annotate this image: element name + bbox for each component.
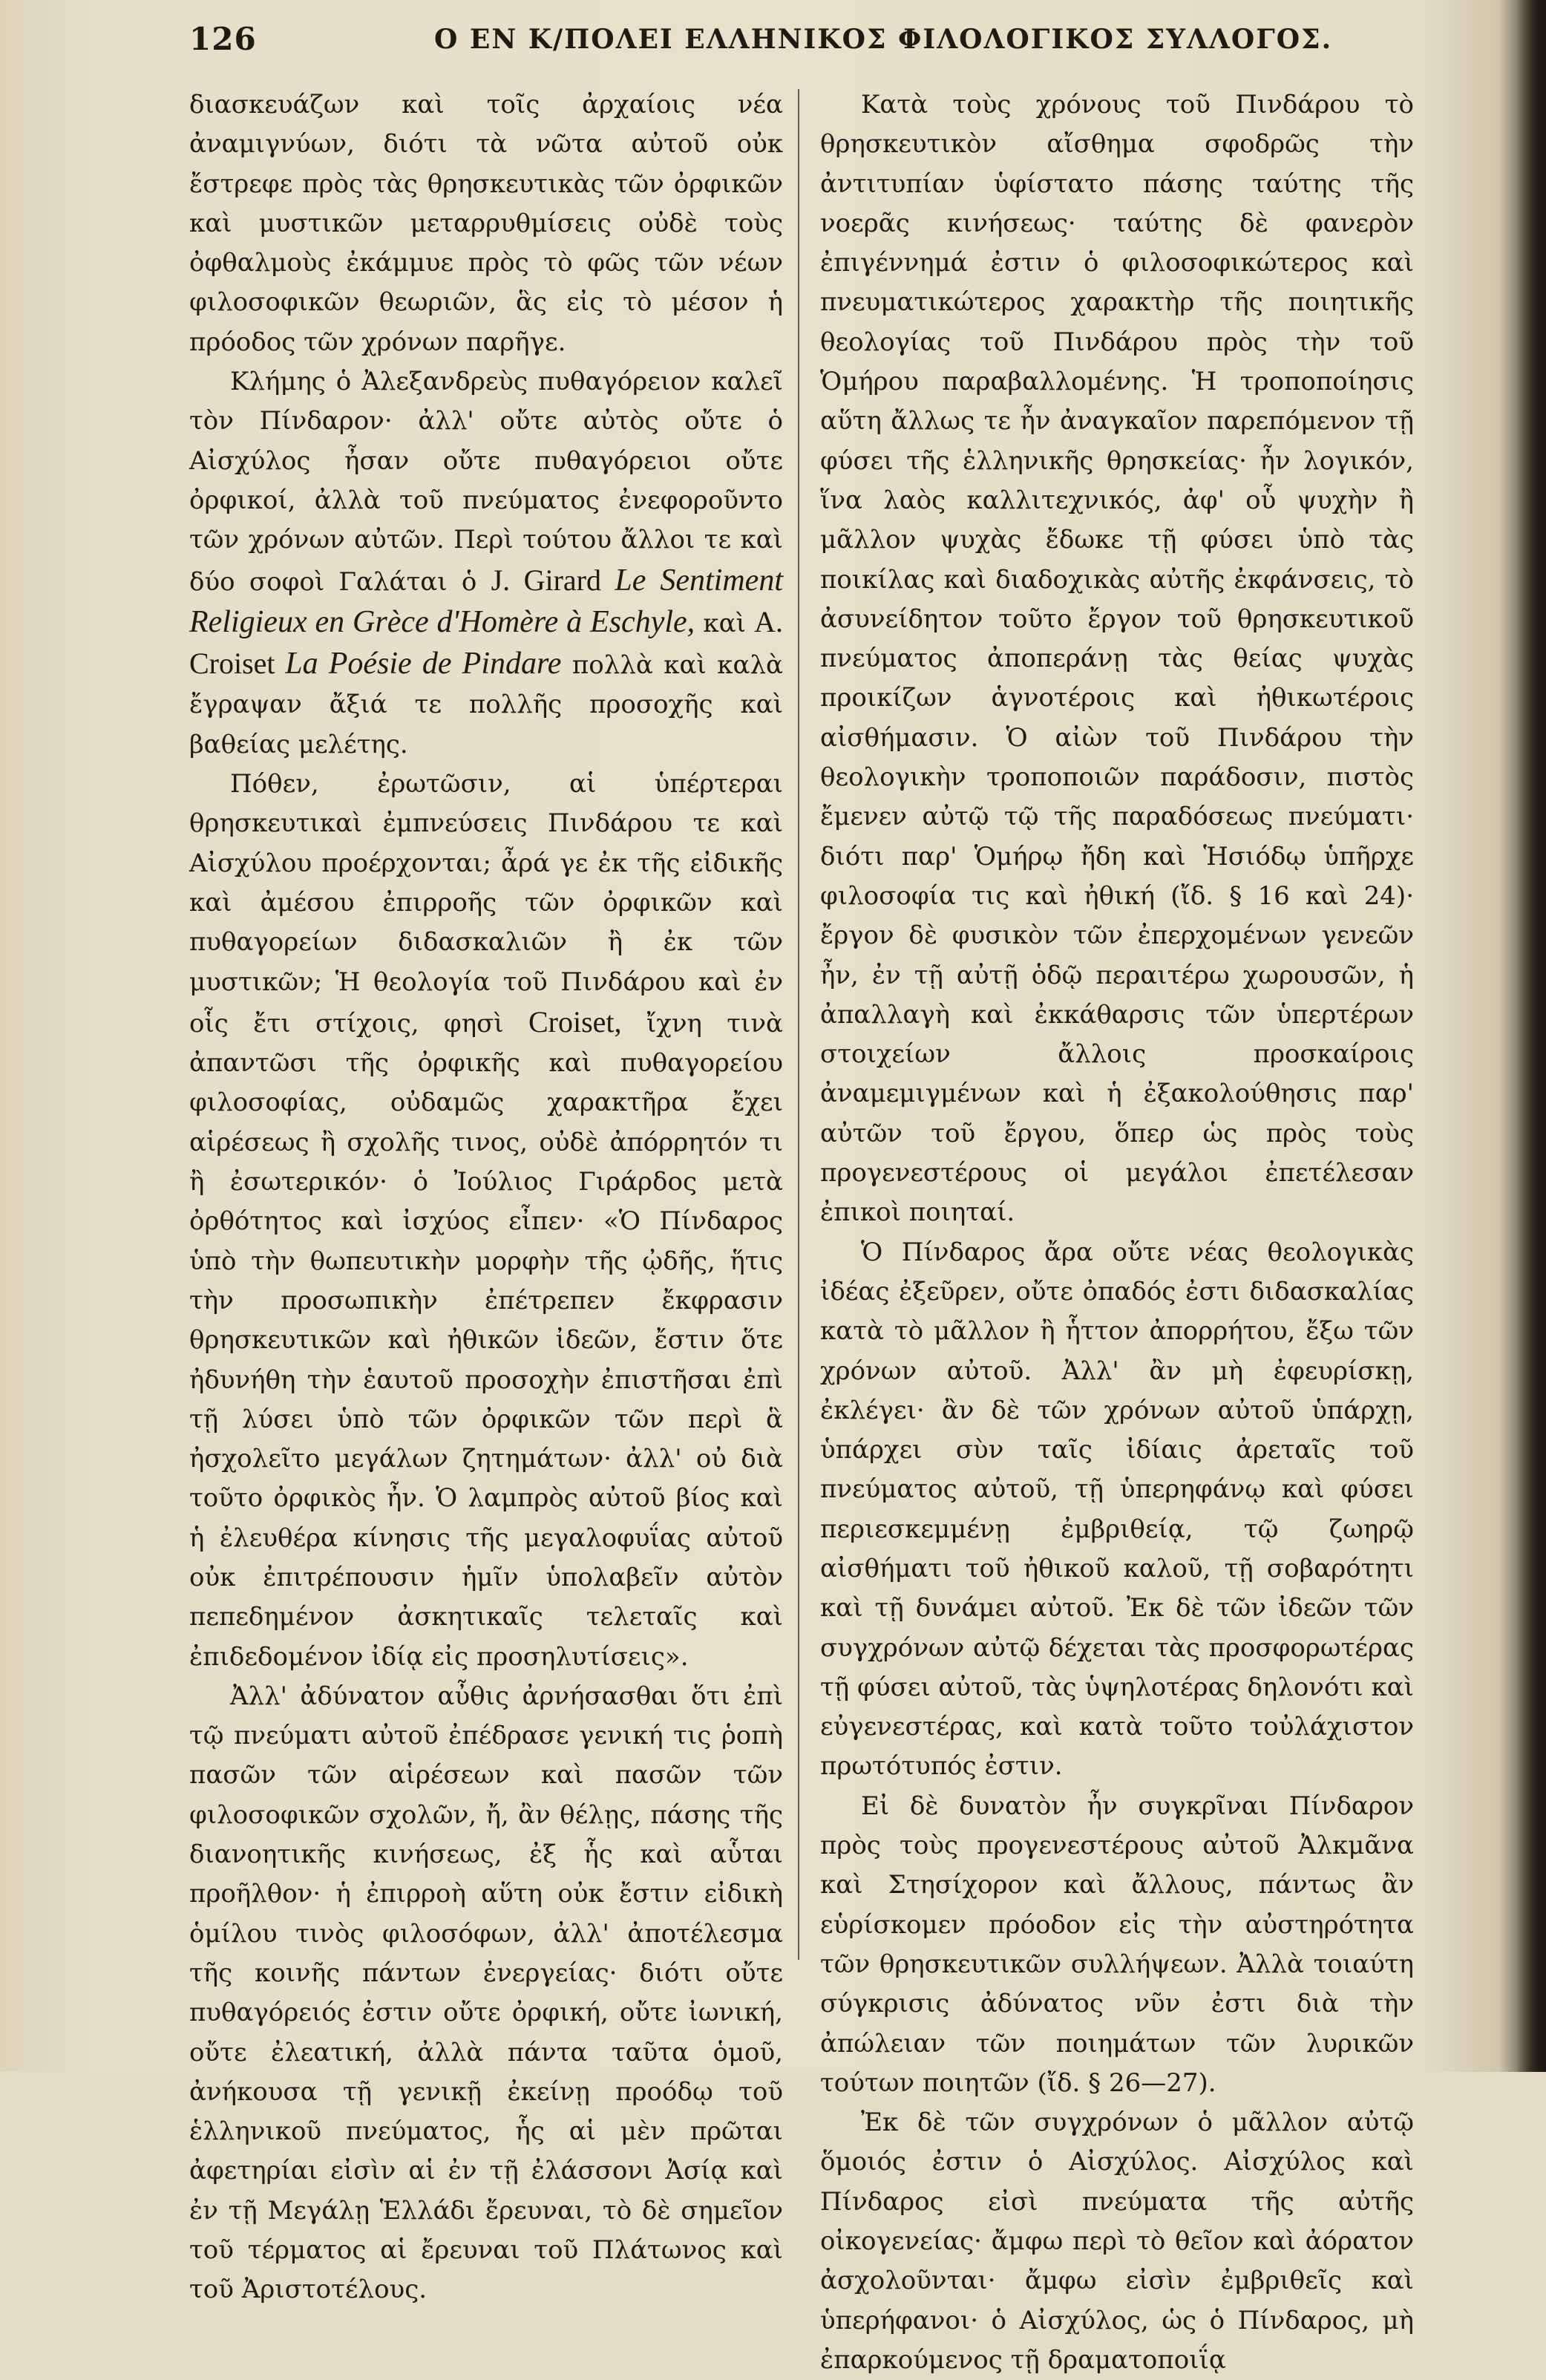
left-paragraph-3-text-b: ἴχνη τινὰ ἀπαντῶσι τῆς ὀρφικῆς καὶ πυθαγορείου φιλοσοφίας, οὐδαμῶς χαρακτῆρα ἔχει αἱρέσεως ἢ σχολῆς τινος, οὐδὲ ἀπόρρητόν τι ἢ ἐσωτερικόν· ὁ Ἰούλιος Γιράρδος μετὰ ὀρθότητος καὶ ἰσχύος εἶπεν· «Ὁ Πίνδαρος ὑπὸ τὴν θωπευτικὴν μορφὴν τῆς ᾠδῆς, ἥτις τὴν προσωπικὴν ἐπέτρεπεν ἔκφρασιν θρησκευτικῶν καὶ ἠθικῶν ἰδεῶν, ἔστιν ὅτε ἠδυνήθη τὴν ἑαυτοῦ προσοχὴν ἐπιστῆσαι ἐπὶ τῇ λύσει ὑπὸ τῶν ὀρφικῶν τῶν περὶ ἃ ἠσχολεῖτο μεγάλων ζητημάτων· ἀλλ' οὐ διὰ τοῦτο ὀρφικὸς ἦν. Ὁ λαμπρὸς αὐτοῦ βίος καὶ ἡ ἐλευθέρα κίνησις τῆς μεγαλοφυΐας αὐτοῦ οὐκ ἐπιτρέπουσιν ἡμῖν ὑπολαβεῖν αὐτὸν πεπεδημένον ἀσκητικαῖς τελεταῖς καὶ ἐπιδεδομένον ἰδίᾳ εἰς προσηλυτίσεις». xyxy=(189,1008,784,1672)
left-column xyxy=(189,85,784,2305)
right-paragraph-3: Εἰ δὲ δυνατὸν ἦν συγκρῖναι Πίνδαρον πρὸς τοὺς προγενεστέρους αὐτοῦ Ἀλκμᾶνα καὶ Στησίχορον καὶ ἄλλους, πάντως ἂν εὑρίσκομεν πρόοδον εἰς τὴν αὐστηρότητα τῶν θρησκευτικῶν συλλήψεων. Ἀλλὰ τοιαύτη σύγκρισις ἀδύνατος νῦν ἐστι διὰ τὴν ἀπώλειαν τῶν ποιημάτων τῶν λυρικῶν τούτων ποιητῶν (ἴδ. § 26—27). xyxy=(820,1791,1414,2098)
page-number: 126 xyxy=(189,21,257,57)
left-paragraph-2-text-b: πολλὰ καὶ καλὰ ἔγραψαν ἄξιά τε πολλῆς προσοχῆς καὶ βαθείας μελέτης. xyxy=(189,650,783,759)
right-column xyxy=(820,85,1414,2375)
author-girard: J. Girard xyxy=(491,563,615,597)
left-paragraph-2-text-a: Κλήμης ὁ Ἀλεξανδρεὺς πυθαγόρειον καλεῖ τὸν Πίνδαρον· ἀλλ' οὔτε αὐτὸς οὔτε ὁ Αἰσχύλος ἦσαν οὔτε πυθαγόρειοι οὔτε ὀρφικοί, ἀλλὰ τοῦ πνεύματος ἐνεφοροῦντο τῶν χρόνων αὐτῶν. Περὶ τούτου ἄλλοι τε καὶ δύο σοφοὶ Γαλάται ὁ xyxy=(189,367,783,597)
right-paragraph-4: Ἐκ δὲ τῶν συγχρόνων ὁ μᾶλλον αὐτῷ ὅμοιός ἐστιν ὁ Αἰσχύλος. Αἰσχύλος καὶ Πίνδαρος εἰσὶ πνεύματα τῆς αὐτῆς οἰκογενείας· ἄμφω περὶ τὸ θεῖον καὶ ἀόρατον ἀσχολοῦνται· ἄμφω εἰσὶν ἐμβριθεῖς καὶ ὑπερήφανοι· ὁ Αἰσχύλος, ὡς ὁ Πίνδαρος, μὴ ἐπαρκούμενος τῇ δραματοποιΐᾳ xyxy=(820,2108,1414,2375)
left-paragraph-4: Ἀλλ' ἀδύνατον αὖθις ἀρνήσασθαι ὅτι ἐπὶ τῷ πνεύματι αὐτοῦ ἐπέδρασε γενική τις ῥοπὴ πασῶν τῶν αἱρέσεων καὶ πασῶν τῶν φιλοσοφικῶν σχολῶν, ἤ, ἂν θέλῃς, πάσης τῆς διανοητικῆς κινήσεως, ἐξ ἧς καὶ αὗται προῆλθον· ἡ ἐπιρροὴ αὕτη οὐκ ἔστιν εἰδικὴ ὁμίλου τινὸς φιλοσόφων, ἀλλ' ἀποτέλεσμα τῆς κοινῆς πάντων ἐνεργείας· διότι οὔτε πυθαγόρειός ἐστιν οὔτε ὀρφική, οὔτε ἰωνική, οὔτε ἐλεατική, ἀλλὰ πάντα ταῦτα ὁμοῦ, ἀνήκουσα τῇ γενικῇ ἐκείνῃ προόδῳ τοῦ ἑλληνικοῦ πνεύματος, ἧς αἱ μὲν πρῶται ἀφετηρίαι εἰσὶν αἱ ἐν τῇ ἐλάσσονι Ἀσίᾳ καὶ ἐν τῇ Μεγάλῃ Ἑλλάδι ἔρευναι, τὸ δὲ σημεῖον τοῦ τέρματος αἱ ἔρευναι τοῦ Πλάτωνος καὶ τοῦ Ἀριστοτέλους. xyxy=(189,1681,783,2305)
running-title: Ο ΕΝ Κ/ΠΟΛΕΙ ΕΛΛΗΝΙΚΟΣ ΦΙΛΟΛΟΓΙΚΟΣ ΣΥΛΛΟΓΟΣ. xyxy=(434,24,1333,55)
left-paragraph-1: διασκευάζων καὶ τοῖς ἀρχαίοις νέα ἀναμιγνύων, διότι τὰ νῶτα αὐτοῦ οὐκ ἔστρεφε πρὸς τὰς θρησκευτικὰς τῶν ὀρφικῶν καὶ μυστικῶν μεταρρυθμίσεις οὐδὲ τοὺς ὀφθαλμοὺς ἐκάμμυε πρὸς τὸ φῶς τῶν νέων φιλοσοφικῶν θεωριῶν, ἃς εἰς τὸ μέσον ἡ πρόοδος τῶν χρόνων παρῆγε. xyxy=(189,90,783,357)
right-paragraph-2: Ὁ Πίνδαρος ἄρα οὔτε νέας θεολογικὰς ἰδέας ἐξεῦρεν, οὔτε ὀπαδός ἐστι διδασκαλίας κατὰ τὸ μᾶλλον ἢ ἧττον ἀπορρήτου, ἔξω τῶν χρόνων αὐτοῦ. Ἀλλ' ἂν μὴ ἐφευρίσκῃ, ἐκλέγει· ἂν δὲ τῶν χρόνων αὐτοῦ ὑπάρχῃ, ὑπάρχει σὺν ταῖς ἰδίαις ἀρεταῖς τοῦ πνεύματος αὐτοῦ, τῇ ὑπερηφάνῳ καὶ φύσει περιεσκεμμένῃ ἐμβριθείᾳ, τῷ ζωηρῷ αἰσθήματι τοῦ ἠθικοῦ καλοῦ, τῇ σοβαρότητι καὶ τῇ δυνάμει αὐτοῦ. Ἐκ δὲ τῶν ἰδεῶν τῶν συγχρόνων αὐτῷ δέχεται τὰς προσφορωτέρας τῇ φύσει αὐτοῦ, τὰς ὑψηλοτέρας δηλονότι καὶ εὐγενεστέρας, καὶ κατὰ τοῦτο τοὐλάχιστον πρωτότυπός ἐστιν. xyxy=(820,1237,1414,1782)
left-paragraph-2 xyxy=(189,362,783,765)
column-divider xyxy=(798,89,799,1960)
conjunction-text: καὶ xyxy=(695,608,755,638)
girard-book-title: Le Sentiment Religieux en Grèce d'Homère à Eschyle, xyxy=(189,563,783,639)
croiset-citation: Croiset, xyxy=(528,1004,622,1039)
croiset-book-title: La Poésie de Pindare xyxy=(285,647,562,681)
running-head xyxy=(189,21,1436,67)
left-paragraph-3-text-a: Πόθεν, ἐρωτῶσιν, αἱ ὑπέρτεραι θρησκευτικαὶ ἐμπνεύσεις Πινδάρου τε καὶ Αἰσχύλου προέρχονται; ἆρά γε ἐκ τῆς εἰδικῆς καὶ ἀμέσου ἐπιρροῆς τῶν ὀρφικῶν καὶ πυθαγορείων διδασκαλιῶν ἢ ἐκ τῶν μυστικῶν; Ἡ θεολογία τοῦ Πινδάρου καὶ ἐν οἷς ἔτι στίχοις, φησὶ xyxy=(189,769,783,1039)
author-croiset: A. Croiset xyxy=(189,604,784,681)
right-paragraph-1: Κατὰ τοὺς χρόνους τοῦ Πινδάρου τὸ θρησκευτικὸν αἴσθημα σφοδρῶς τὴν ἀντιτυπίαν ὑφίστατο πάσης ταύτης τῆς νοερᾶς κινήσεως· ταύτης δὲ φανερὸν ἐπιγέννημά ἐστιν ὁ φιλοσοφικώτερος καὶ πνευματικώτερος χαρακτὴρ τῆς ποιητικῆς θεολογίας τοῦ Πινδάρου πρὸς τὴν τοῦ Ὁμήρου παραβαλλομένης. Ἡ τροποποίησις αὕτη ἄλλως τε ἦν ἀναγκαῖον παρεπόμενον τῇ φύσει τῆς ἑλληνικῆς θρησκείας· ἦν λογικόν, ἵνα λαὸς καλλιτεχνικός, ἀφ' οὗ ψυχὴν ἢ μᾶλλον ψυχὰς ἔδωκε τῇ φύσει ὑπὸ τὰς ποικίλας καὶ διαδοχικὰς αὐτῆς ἐκφάνσεις, τὸ ἀσυνείδητον τοῦτο ἔργον τοῦ θρησκευτικοῦ πνεύματος ἀποπεράνῃ τὰς θείας ψυχὰς προικίζων ἁγνοτέροις καὶ ἠθικωτέροις αἰσθήμασιν. Ὁ αἰὼν τοῦ Πινδάρου τὴν θεολογικὴν τροποποιῶν παράδοσιν, πιστὸς ἔμενεν αὐτῷ τῷ τῆς παραδόσεως πνεύματι· διότι παρ' Ὁμήρῳ ἤδη καὶ Ἡσιόδῳ ὑπῆρχε φιλοσοφία τις καὶ ἠθική (ἴδ. § 16 καὶ 24)· ἔργον δὲ φυσικὸν τῶν ἐπερχομένων γενεῶν ἦν, ἐν τῇ αὐτῇ ὁδῷ περαιτέρω χωρουσῶν, ἡ ἀπαλλαγὴ καὶ ἐκκάθαρσις τῶν ὑπερτέρων στοιχείων ἄλλοις προσκαίροις ἀναμεμιγμένων καὶ ἡ ἐξακολούθησις παρ' αὐτῶν τοῦ ἔργου, ὅπερ ὡς πρὸς τοὺς προγενεστέρους οἱ μεγάλοι ἐπετέλεσαν ἐπικοὶ ποιηταί. xyxy=(820,90,1414,1228)
left-paragraph-3 xyxy=(189,765,783,1677)
page-edge-shadow xyxy=(1516,0,1546,2072)
